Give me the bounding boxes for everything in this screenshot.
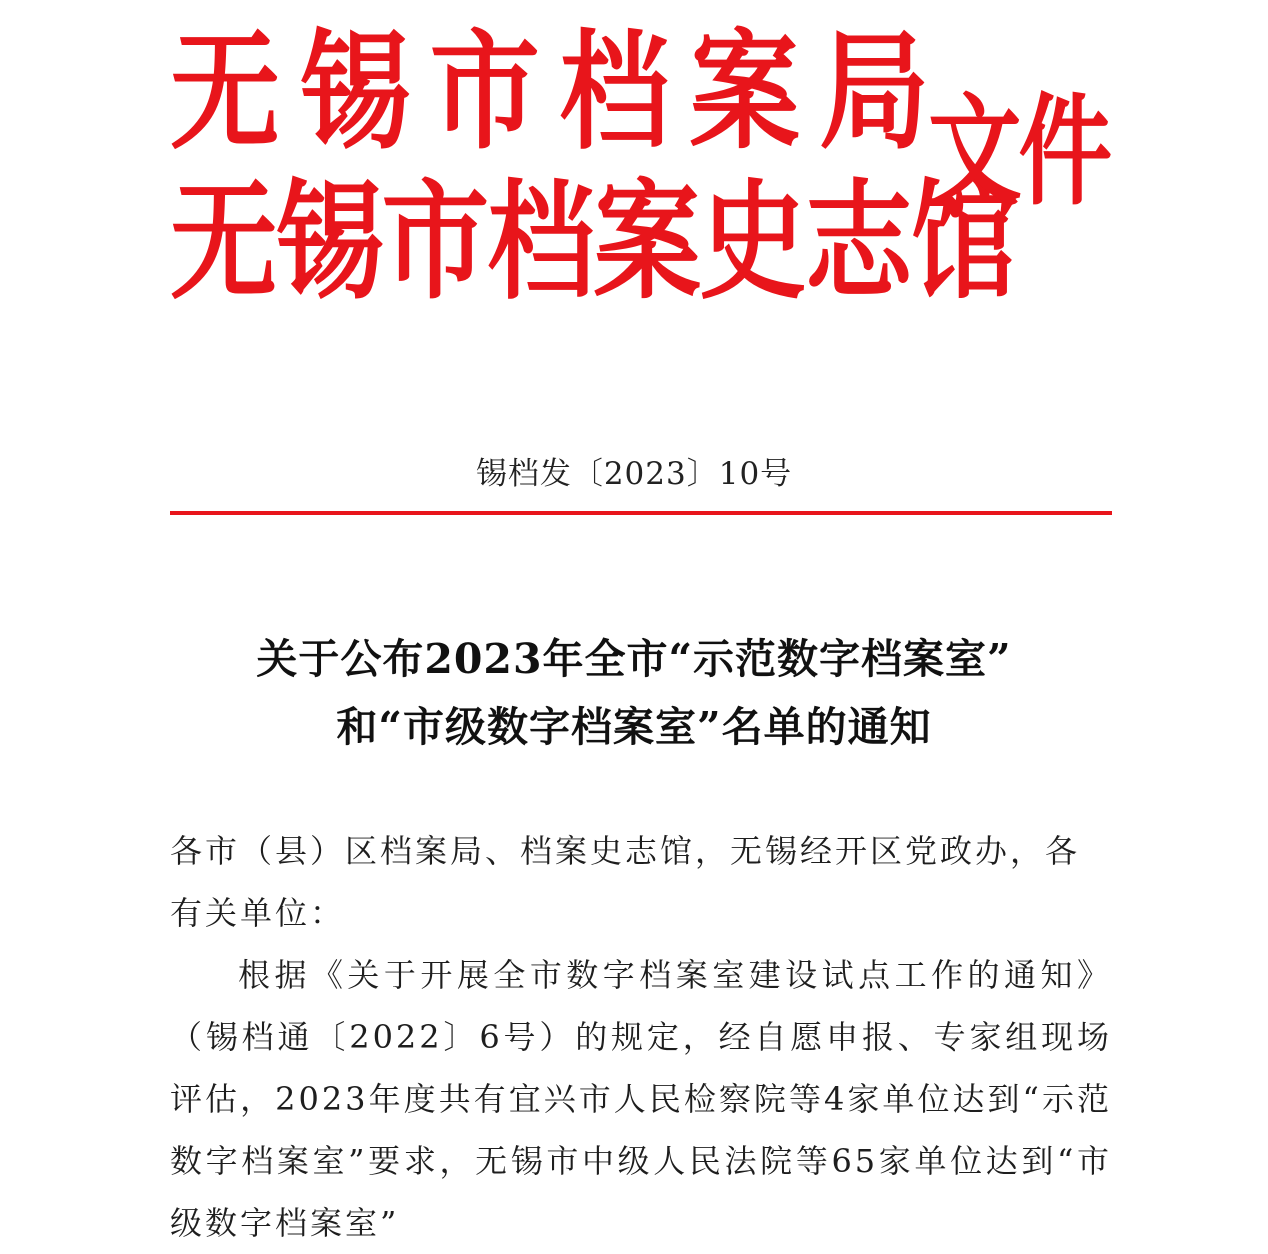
issuer-line-2: 无锡市档案史志馆 [170, 167, 1017, 317]
doc-type-label: 文件 [928, 81, 1109, 222]
title-line-2: 和“市级数字档案室”名单的通知 [336, 703, 932, 751]
document-number: 锡档发〔2023〕10号 [475, 456, 793, 492]
title-line-1: 关于公布2023年全市“示范数字档案室” [256, 635, 1012, 683]
red-header [0, 0, 1268, 330]
red-divider-line [170, 511, 1112, 515]
issuer-line-1: 无锡市档案局 [170, 17, 950, 167]
body-paragraph: 根据《关于开展全市数字档案室建设试点工作的通知》（锡档通〔2022〕6号）的规定，经自愿申报、专家组现场评估，2023年度共有宜兴市人民检察院等4家单位达到“示范数字档案室”要求，无锡市中级人民法院等65家单位达到“市级数字档案室” [170, 956, 1112, 1242]
salutation: 各市（县）区档案局、档案史志馆，无锡经开区党政办，各有关单位： [170, 832, 1081, 932]
